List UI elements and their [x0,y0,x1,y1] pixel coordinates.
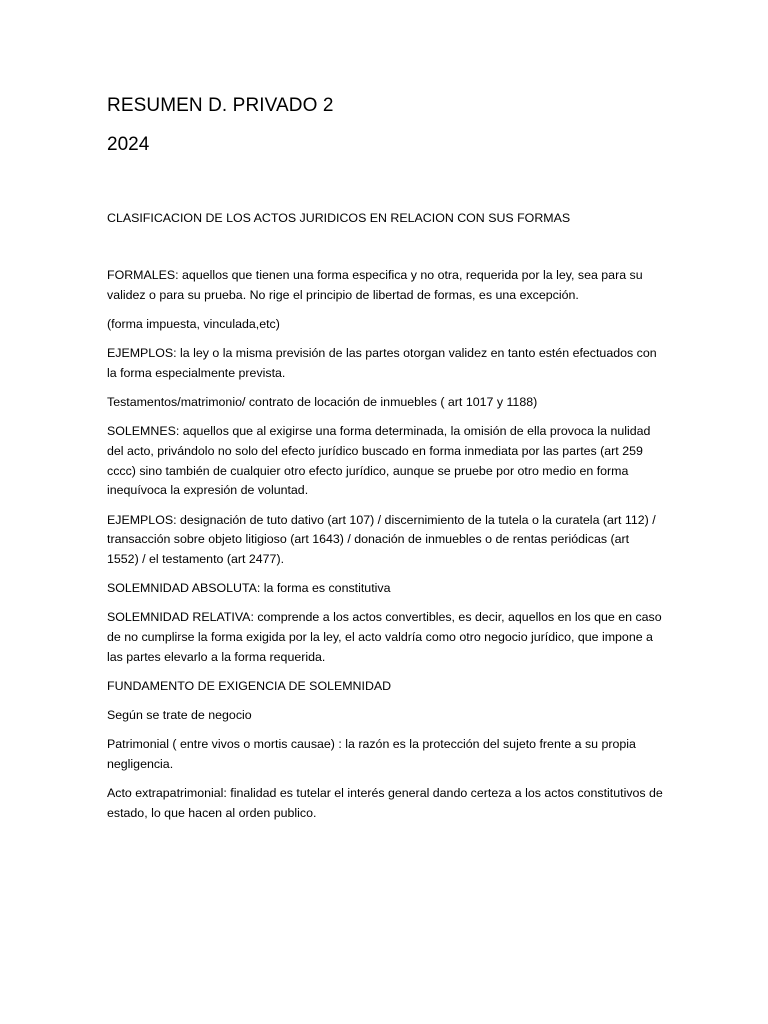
paragraph-segun-negocio: Según se trate de negocio [107,708,252,723]
paragraph-list [107,266,663,824]
paragraph-solemnidad-relativa: SOLEMNIDAD RELATIVA: comprende a los actos convertibles, es decir, aquellos en los que en caso de no cumplirse la forma exigida por la ley, el acto valdría como otro negocio jurídico, que impone a las partes elevarlo a la forma requerida. [107,610,662,664]
paragraph-ejemplos-formales: EJEMPLOS: la ley o la misma previsión de las partes otorgan validez en tanto estén efectuados con la forma especialmente prevista. [107,346,657,380]
document-content [107,94,663,833]
paragraph-solemnes: SOLEMNES: aquellos que al exigirse una forma determinada, la omisión de ella provoca la nulidad del acto, privándolo no solo del efecto jurídico buscado en forma inmediata por las partes (art 259 cccc) sino también de cualquier otro efecto jurídico, aunque se pruebe por otro medio en forma inequívoca la expresión de voluntad. [107,424,651,498]
paragraph-solemnidad-absoluta: SOLEMNIDAD ABSOLUTA: la forma es constitutiva [107,581,391,596]
paragraph-testamentos: Testamentos/matrimonio/ contrato de locación de inmuebles ( art 1017 y 1188) [107,395,538,410]
paragraph-ejemplos-solemnes: EJEMPLOS: designación de tuto dativo (art 107) / discernimiento de la tutela o la curatela (art 112) / transacción sobre objeto litigioso (art 1643) / donación de inmuebles o de rentas periódicas (art 1552) / el testamento (art 2477). [107,512,656,566]
paragraph-extrapatrimonial: Acto extrapatrimonial: finalidad es tutelar el interés general dando certeza a los actos constitutivos de estado, lo que hacen al orden publico. [107,786,663,820]
paragraph-patrimonial: Patrimonial ( entre vivos o mortis causae) : la razón es la protección del sujeto frente a su propia negligencia. [107,737,636,772]
document-title: RESUMEN D. PRIVADO 2 [107,95,334,116]
document-year: 2024 [107,134,150,155]
section-heading: CLASIFICACION DE LOS ACTOS JURIDICOS EN RELACION CON SUS FORMAS [107,211,571,225]
paragraph-forma-impuesta: (forma impuesta, vinculada,etc) [107,316,280,331]
paragraph-formales: FORMALES: aquellos que tienen una forma especifica y no otra, requerida por la ley, sea para su validez o para su prueba. No rige el principio de libertad de formas, es una excepción. [107,268,643,302]
paragraph-fundamento: FUNDAMENTO DE EXIGENCIA DE SOLEMNIDAD [107,678,392,693]
